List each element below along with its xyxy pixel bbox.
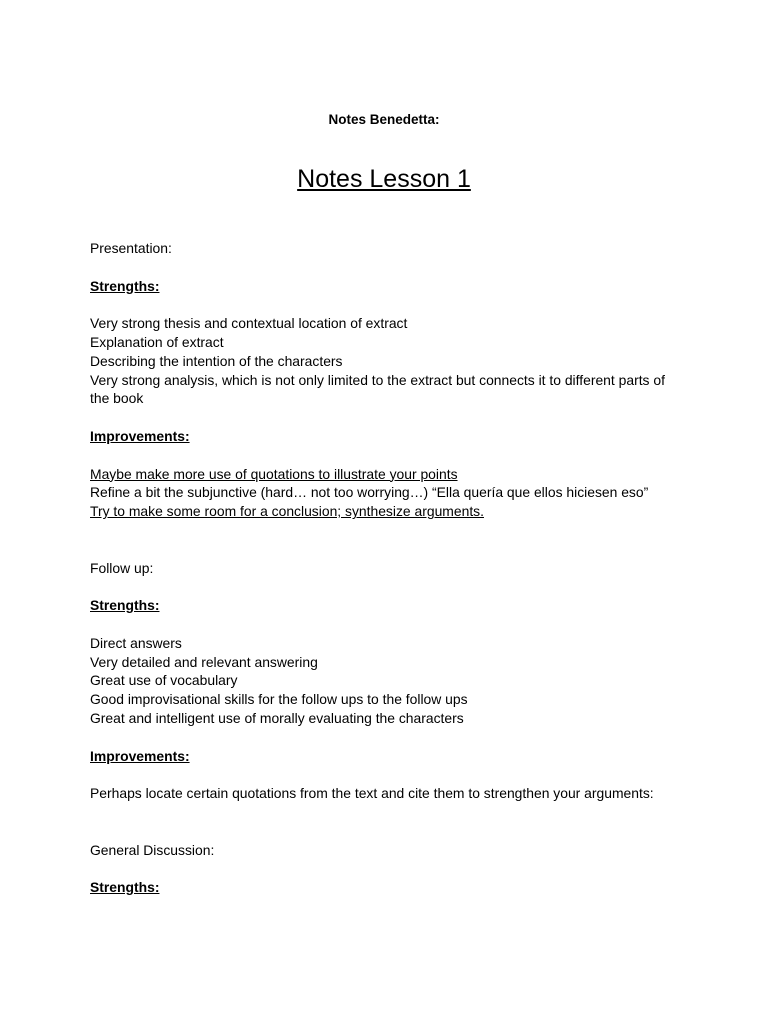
follow-up-improvement-item: Perhaps locate certain quotations from the text and cite them to strengthen your arguments:	[90, 785, 654, 802]
follow-up-strengths-label: Strengths:	[90, 597, 160, 614]
document-body	[90, 239, 680, 897]
follow-up-strength-item: Direct answers	[90, 634, 182, 651]
follow-up-strength-item: Great use of vocabulary	[90, 672, 238, 689]
section-heading-follow-up: Follow up:	[90, 559, 154, 576]
presentation-improvement-item: Refine a bit the subjunctive (hard… not too worrying…) “Ella quería que ellos hiciesen eso”	[90, 484, 649, 501]
presentation-improvement-item: Maybe make more use of quotations to illustrate your points	[90, 465, 458, 482]
presentation-strength-item: Very strong thesis and contextual location of extract	[90, 315, 408, 332]
document-top-title: Notes Benedetta:	[328, 112, 440, 127]
follow-up-strength-item: Great and intelligent use of morally evaluating the characters	[90, 709, 464, 726]
section-heading-general-discussion: General Discussion:	[90, 841, 215, 858]
presentation-improvement-item: Try to make some room for a conclusion; synthesize arguments.	[90, 503, 484, 520]
presentation-strength-item: Describing the intention of the characters	[90, 352, 343, 369]
follow-up-strength-item: Good improvisational skills for the follow ups to the follow ups	[90, 691, 468, 708]
document-main-title: Notes Lesson 1	[297, 165, 471, 193]
presentation-strength-item: Very strong analysis, which is not only limited to the extract but connects it to different parts of the book	[90, 371, 665, 407]
follow-up-strength-item: Very detailed and relevant answering	[90, 653, 318, 670]
general-discussion-strengths-label: Strengths:	[90, 879, 160, 896]
section-heading-presentation: Presentation:	[90, 240, 172, 256]
presentation-strength-item: Explanation of extract	[90, 333, 224, 350]
follow-up-improvements-label: Improvements:	[90, 747, 190, 764]
presentation-strengths-label: Strengths:	[90, 277, 160, 294]
presentation-improvements-label: Improvements:	[90, 427, 190, 444]
